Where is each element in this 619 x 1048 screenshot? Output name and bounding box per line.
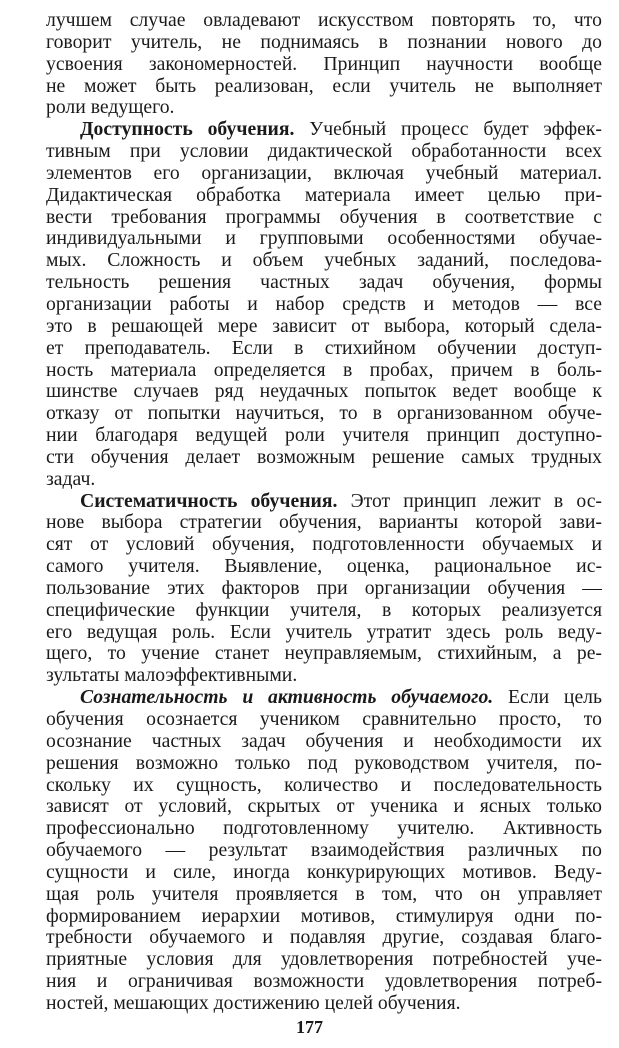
section-heading-accessibility: Доступность обучения.: [80, 118, 295, 141]
text-line: щая роль учителя проявляется в том, что он управляет: [46, 882, 602, 905]
paragraph-first-line: [46, 119, 602, 141]
text-line: Дидактическая обработка материала имеет целью при-: [46, 183, 602, 206]
text-line: лучшем случае овладевают искусством повторять то, что: [46, 9, 602, 31]
text-line: сущности и силе, иногда конкурирующих мотивов. Веду-: [46, 860, 602, 883]
text-line: не может быть реализован, если учитель не выполняет: [46, 74, 602, 97]
paragraph-first-line: [46, 491, 602, 513]
text-line: специфические функции учителя, в которых реализуется: [46, 598, 602, 621]
text-line: организации работы и набор средств и методов — все: [46, 292, 602, 315]
text-line: обучаемого — результат взаимодействия различных по: [46, 839, 602, 862]
text-line: мых. Сложность и объем учебных заданий, последова-: [46, 249, 602, 272]
text-line: самого учителя. Выявление, оценка, рациональное ис-: [46, 555, 602, 578]
text-line: обучения осознается учеником сравнительно просто, то: [46, 708, 602, 730]
page-number: 177: [296, 1017, 323, 1037]
text-line: индивидуальными и групповыми особенностями обучае-: [46, 227, 602, 250]
text-line: ностей, мешающих достижению целей обучения.: [46, 991, 461, 1014]
text-line: приятные условия для удовлетворения потребностей уче-: [46, 948, 602, 971]
text-line: усвоения закономерностей. Принцип научности вообще: [46, 52, 602, 75]
page-text: [46, 10, 602, 1015]
text-run: Если цель: [493, 686, 602, 709]
text-line: говорит учитель, не поднимаясь в познании нового до: [46, 30, 602, 53]
text-line: решения возможно только под руководством учителя, по-: [46, 751, 602, 774]
text-line: ния и ограничивая возможности удовлетворения потреб-: [46, 970, 602, 993]
text-line: его ведущая роль. Если учитель утратит здесь роль веду-: [46, 620, 602, 643]
text-line: это в решающей мере зависит от выбора, который сдела-: [46, 314, 602, 337]
text-line: зависят от условий, скрытых от ученика и ясных только: [46, 795, 602, 818]
text-line: элементов его организации, включая учебный материал.: [46, 161, 602, 184]
text-line: вести требования программы обучения в соответствие с: [46, 205, 602, 228]
paragraph-first-line: [46, 687, 602, 709]
section-heading-consciousness: Сознательность и активность обучаемого.: [80, 686, 494, 709]
text-line: ность материала определяется в пробах, причем в боль-: [46, 358, 602, 381]
text-line: отказу от попытки научиться, то в организованном обуче-: [46, 402, 602, 425]
text-run: Учебный процесс будет эффек-: [294, 118, 602, 141]
text-line: формированием иерархии мотивов, стимулируя одни по-: [46, 904, 602, 927]
paragraph-systematicity: [46, 491, 602, 688]
text-line: тельность решения частных задач обучения, формы: [46, 271, 602, 294]
section-heading-systematicity: Систематичность обучения.: [80, 489, 338, 512]
text-line: пользование этих факторов при организации обучения —: [46, 576, 602, 599]
paragraph-accessibility: [46, 119, 602, 490]
text-line: осознание частных задач обучения и необходимости их: [46, 729, 602, 752]
text-line: ет преподаватель. Если в стихийном обучении доступ-: [46, 336, 602, 359]
text-line: роли ведущего.: [46, 96, 175, 119]
text-line: сти обучения делает возможным решение самых трудных: [46, 445, 602, 468]
text-line: сят от условий обучения, подготовленности обучаемых и: [46, 533, 602, 556]
text-line: требности обучаемого и подавляя другие, создавая благо-: [46, 926, 602, 949]
text-line: скольку их сущность, количество и последовательность: [46, 773, 602, 796]
text-line: нии благодаря ведущей роли учителя принцип доступно-: [46, 424, 602, 447]
text-line: тивным при условии дидактической обработанности всех: [46, 140, 602, 163]
text-line: задач.: [46, 467, 96, 490]
text-line: шинстве случаев ряд неудачных попыток ведет вообще к: [46, 380, 602, 403]
paragraph-consciousness-activity: [46, 687, 602, 1015]
text-line: зультаты малоэффективными.: [46, 664, 298, 687]
text-line: щего, то учение станет неуправляемым, стихийным, а ре-: [46, 642, 602, 665]
paragraph-principle-of-science-end: [46, 10, 602, 119]
text-line: профессионально подготовленному учителю. Активность: [46, 817, 602, 840]
text-run: Этот принцип лежит в ос-: [337, 489, 602, 512]
text-line: нове выбора стратегии обучения, варианты которой зави-: [46, 511, 602, 534]
